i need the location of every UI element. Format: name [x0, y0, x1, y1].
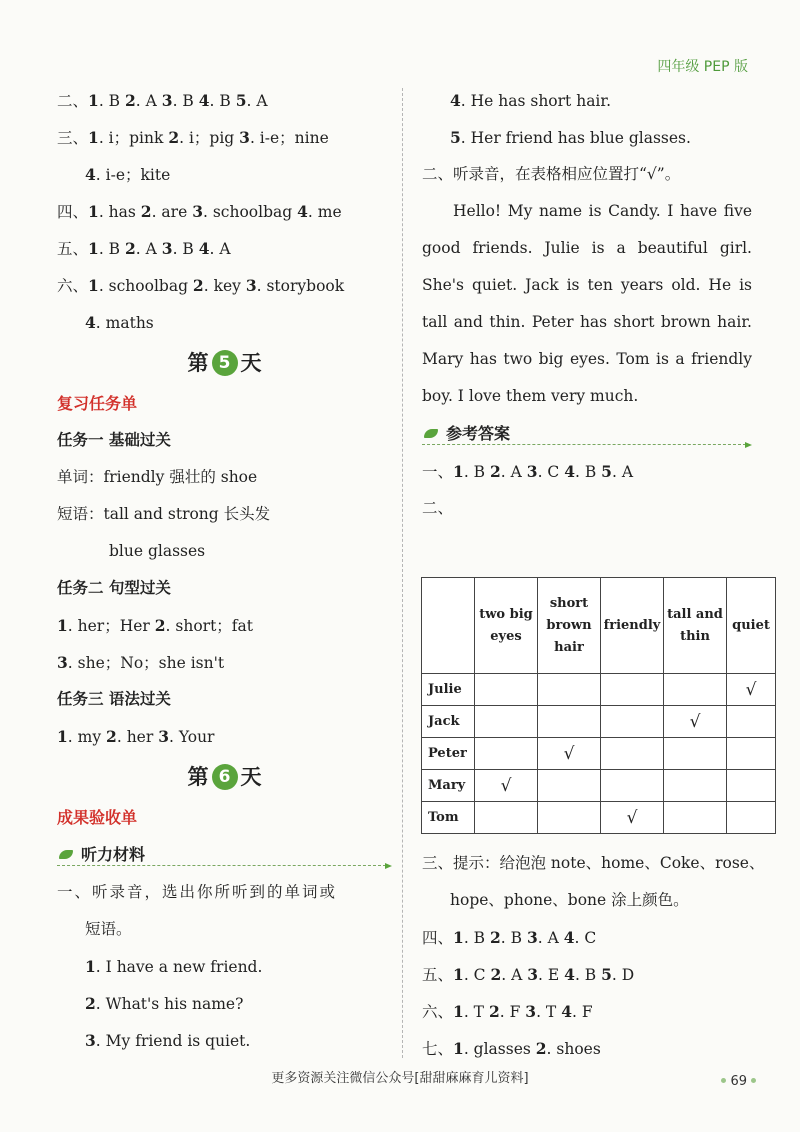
item-number: 4 [198, 91, 210, 110]
question-1-items [57, 948, 392, 1059]
table-row-name: Jack [422, 706, 475, 738]
column-divider [402, 88, 403, 1058]
item-number: 4 [85, 165, 96, 184]
item-text: . are [151, 203, 193, 221]
item-text: . i；pink [98, 129, 169, 147]
day-prefix: 第 [187, 765, 209, 789]
item-number: 4 [561, 1002, 572, 1021]
item-number: 1 [453, 1002, 464, 1021]
item-text: . i-e；kite [95, 166, 171, 184]
table-header-row [422, 578, 776, 674]
task-2-title: 任务二 句型过关 [57, 579, 171, 597]
answer-table [421, 577, 776, 834]
item-text: . F [572, 1003, 593, 1021]
table-header-cell: tall and thin [664, 578, 727, 674]
item-text: . shoes [546, 1040, 601, 1058]
table-header-cell: quiet [727, 578, 776, 674]
day-number-badge: 6 [212, 764, 238, 790]
item-number: 3 [526, 462, 538, 481]
words-line: 单词：friendly 强壮的 shoe [57, 468, 258, 486]
check-mark: √ [475, 770, 538, 802]
item-text: . C [463, 966, 491, 984]
item-text: . B [500, 929, 527, 947]
item-text: . E [538, 966, 565, 984]
answer-part-1 [422, 453, 752, 490]
table-cell [727, 738, 776, 770]
item-number: 5 [235, 91, 247, 110]
arrow-icon [385, 863, 392, 869]
table-header-cell: friendly [601, 578, 664, 674]
item-text: . B [172, 240, 199, 258]
answer-line [422, 993, 752, 1030]
table-cell [475, 738, 538, 770]
task-1-title: 任务一 基础过关 [57, 431, 171, 449]
item-text: . B [98, 92, 125, 110]
right-column-lower [422, 845, 765, 1067]
item-text: . short；fat [165, 617, 254, 635]
arrow-icon [745, 442, 752, 448]
item-text: . B [98, 240, 125, 258]
item-number: 4 [564, 965, 575, 984]
item-number: 4 [563, 928, 575, 947]
question-1-line-2: 短语。 [85, 920, 132, 938]
item-number: 3 [158, 727, 169, 746]
answer-part-2-label: 二、 [422, 499, 454, 517]
table-row-name: Peter [422, 738, 475, 770]
answer-line [57, 82, 392, 119]
item-text: . F [499, 1003, 526, 1021]
item-number: 2 [85, 994, 96, 1013]
item-text: . T [536, 1003, 562, 1021]
table-cell [601, 738, 664, 770]
item-number: 1 [57, 727, 68, 746]
table-row-name: Mary [422, 770, 475, 802]
day-5-heading [57, 341, 392, 385]
item-number: 1 [88, 239, 99, 258]
item-number: 4 [297, 202, 308, 221]
item-number: 2 [489, 928, 501, 947]
item-number: 3 [57, 653, 68, 672]
item-text: . C [537, 463, 565, 481]
item-text: . A [246, 92, 268, 110]
item-number: 2 [124, 91, 136, 110]
item-text: . storybook [256, 277, 345, 295]
item-number: 1 [57, 616, 68, 635]
section-prefix: 五、 [422, 966, 454, 984]
item-number: 1 [88, 91, 99, 110]
item-text: . Your [169, 728, 215, 746]
table-cell [664, 738, 727, 770]
reference-answers-heading [422, 415, 752, 453]
item-text: . A [537, 929, 564, 947]
day-6-heading [57, 755, 392, 799]
item-number: 2 [140, 202, 152, 221]
item-text: . her；Her [67, 617, 155, 635]
page-number-text: 69 [730, 1074, 747, 1089]
answer-line [57, 718, 392, 755]
item-text: . key [203, 277, 246, 295]
answer-line [57, 644, 392, 681]
table-cell [538, 674, 601, 706]
page-number [717, 1074, 760, 1089]
table-cell [727, 802, 776, 834]
table-cell [727, 706, 776, 738]
table-row [422, 802, 776, 834]
leaf-icon [424, 429, 438, 438]
heading-rule [57, 865, 386, 866]
item-text: . My friend is quiet. [95, 1032, 251, 1050]
table-cell [538, 706, 601, 738]
right-column [422, 82, 752, 527]
table-row [422, 706, 776, 738]
table-cell [538, 770, 601, 802]
day-number-badge: 5 [212, 350, 238, 376]
table-cell [601, 770, 664, 802]
item-number: 1 [85, 957, 96, 976]
item-text: . A [135, 240, 162, 258]
table-cell [664, 802, 727, 834]
reference-answers-title: 参考答案 [446, 424, 511, 443]
answer-line [57, 607, 392, 644]
item-text: . B [463, 929, 490, 947]
item-number: 4 [198, 239, 210, 258]
item-text: . T [463, 1003, 489, 1021]
table-row-name: Tom [422, 802, 475, 834]
task-2-answers [57, 607, 392, 681]
item-number: 3 [192, 202, 203, 221]
table-cell [601, 706, 664, 738]
item-text: . A [135, 92, 162, 110]
item-text: . C [574, 929, 597, 947]
table-cell [601, 674, 664, 706]
item-number: 3 [245, 276, 257, 295]
table-cell [475, 802, 538, 834]
item-number: 1 [453, 965, 464, 984]
footer-note: 更多资源关注微信公众号[甜甜麻麻育儿资料] [271, 1071, 529, 1086]
answer-line [57, 304, 392, 341]
section-prefix: 二、 [57, 92, 89, 110]
question-1-items-continued [422, 82, 752, 156]
answer-line [57, 193, 392, 230]
item-text: . Her friend has blue glasses. [460, 129, 691, 147]
item-number: 4 [85, 313, 96, 332]
item-number: 3 [525, 1002, 537, 1021]
check-mark: √ [601, 802, 664, 834]
answer-line [57, 1022, 392, 1059]
table-row [422, 674, 776, 706]
item-number: 1 [453, 928, 464, 947]
question-2-title: 二、听录音，在表格相应位置打“√”。 [422, 165, 681, 183]
item-number: 4 [450, 91, 461, 110]
item-text: . B [209, 92, 236, 110]
item-number: 4 [564, 462, 575, 481]
table-header-cell: short brown hair [538, 578, 601, 674]
item-number: 2 [489, 462, 501, 481]
item-text: . I have a new friend. [95, 958, 263, 976]
answer-part-3-line-1: 三、提示：给泡泡 note、home、Coke、rose、 [422, 854, 765, 872]
left-column [57, 82, 392, 1059]
table-cell [538, 802, 601, 834]
section-prefix: 四、 [57, 203, 89, 221]
item-number: 3 [527, 965, 539, 984]
item-number: 1 [453, 1039, 464, 1058]
item-text: . A [501, 966, 528, 984]
review-task-title: 复习任务单 [57, 394, 138, 413]
item-number: 1 [88, 128, 99, 147]
day-suffix: 天 [240, 765, 262, 789]
item-text: . B [463, 463, 490, 481]
answer-line [422, 956, 752, 993]
question-1-line-1: 一、听录音，选出你所听到的单词或 [57, 883, 338, 901]
item-text: . me [307, 203, 342, 221]
item-number: 1 [88, 202, 99, 221]
table-corner-cell [422, 578, 475, 674]
item-text: . i；pig [179, 129, 240, 147]
grade-edition-tag: 四年级 PEP 版 [657, 59, 748, 75]
item-text: . her [116, 728, 159, 746]
answer-line [422, 453, 752, 490]
heading-rule [422, 444, 746, 445]
table-cell [475, 706, 538, 738]
item-number: 3 [85, 1031, 96, 1050]
table-cell [475, 674, 538, 706]
phrases-continuation: blue glasses [109, 542, 206, 560]
task-3-answers [57, 718, 392, 755]
item-number: 3 [161, 91, 173, 110]
table-row [422, 738, 776, 770]
answer-line [422, 82, 752, 119]
section-prefix: 三、 [57, 129, 89, 147]
table-cell [664, 770, 727, 802]
item-number: 2 [106, 727, 117, 746]
item-text: . A [500, 463, 527, 481]
item-number: 2 [192, 276, 204, 295]
answer-part-3-line-2: hope、phone、bone 涂上颜色。 [450, 891, 689, 909]
table-cell [727, 770, 776, 802]
item-text: . He has short hair. [460, 92, 612, 110]
item-text: . she；No；she isn't [67, 654, 225, 672]
item-number: 2 [124, 239, 136, 258]
item-text: . schoolbag [98, 277, 193, 295]
section-prefix: 四、 [422, 929, 454, 947]
task-3-title: 任务三 语法过关 [57, 690, 171, 708]
check-mark: √ [727, 674, 776, 706]
item-number: 5 [601, 462, 612, 481]
item-number: 2 [490, 965, 502, 984]
item-text: . B [575, 463, 602, 481]
listening-title: 听力材料 [81, 845, 146, 864]
result-check-title: 成果验收单 [57, 808, 138, 827]
item-text: . schoolbag [202, 203, 298, 221]
table-cell [664, 674, 727, 706]
item-number: 3 [526, 928, 538, 947]
table-row [422, 770, 776, 802]
item-text: . A [611, 463, 634, 481]
section-prefix: 六、 [57, 277, 89, 295]
item-text: . has [98, 203, 141, 221]
listening-passage: Hello! My name is Candy. I have five good friends. Julie is a beautiful girl. She's quiet. Jack is ten years old. He is tall and thin. Peter has short brown hair. Mary has two big eyes. Tom is a friendly boy. I love them very much. [422, 202, 752, 405]
phrases-line: 短语：tall and strong 长头发 [57, 505, 271, 523]
section-prefix: 一、 [422, 463, 454, 481]
answer-line [422, 119, 752, 156]
leaf-icon [59, 850, 73, 859]
answer-line [57, 948, 392, 985]
day-suffix: 天 [240, 351, 262, 375]
item-text: . my [67, 728, 107, 746]
item-number: 2 [154, 616, 166, 635]
answer-line [57, 985, 392, 1022]
item-number: 3 [161, 239, 173, 258]
item-number: 2 [535, 1039, 547, 1058]
answer-line [422, 1030, 752, 1067]
item-text: . B [172, 92, 199, 110]
answer-line [57, 119, 392, 156]
item-number: 5 [601, 965, 612, 984]
answer-line [57, 156, 392, 193]
table-row-name: Julie [422, 674, 475, 706]
item-number: 3 [239, 128, 250, 147]
item-number: 2 [168, 128, 180, 147]
item-text: . What's his name? [95, 995, 244, 1013]
section-prefix: 六、 [422, 1003, 454, 1021]
item-text: . B [574, 966, 602, 984]
answer-line [422, 919, 752, 956]
dot-icon [751, 1078, 756, 1083]
section-prefix: 五、 [57, 240, 89, 258]
item-text: . i-e；nine [249, 129, 329, 147]
answer-parts-4-7 [422, 919, 752, 1067]
table-header-cell: two big eyes [475, 578, 538, 674]
check-mark: √ [538, 738, 601, 770]
item-text: . A [209, 240, 231, 258]
dot-icon [721, 1078, 726, 1083]
section-prefix: 七、 [422, 1040, 454, 1058]
item-number: 1 [453, 462, 464, 481]
check-mark: √ [664, 706, 727, 738]
answer-list-part-a [57, 82, 392, 341]
item-number: 1 [88, 276, 99, 295]
item-text: . maths [95, 314, 154, 332]
day-prefix: 第 [187, 351, 209, 375]
answer-line [57, 267, 392, 304]
item-number: 5 [450, 128, 461, 147]
listening-material-heading [57, 836, 392, 874]
item-text: . glasses [463, 1040, 536, 1058]
item-text: . D [611, 966, 635, 984]
item-number: 2 [488, 1002, 500, 1021]
answer-line [57, 230, 392, 267]
